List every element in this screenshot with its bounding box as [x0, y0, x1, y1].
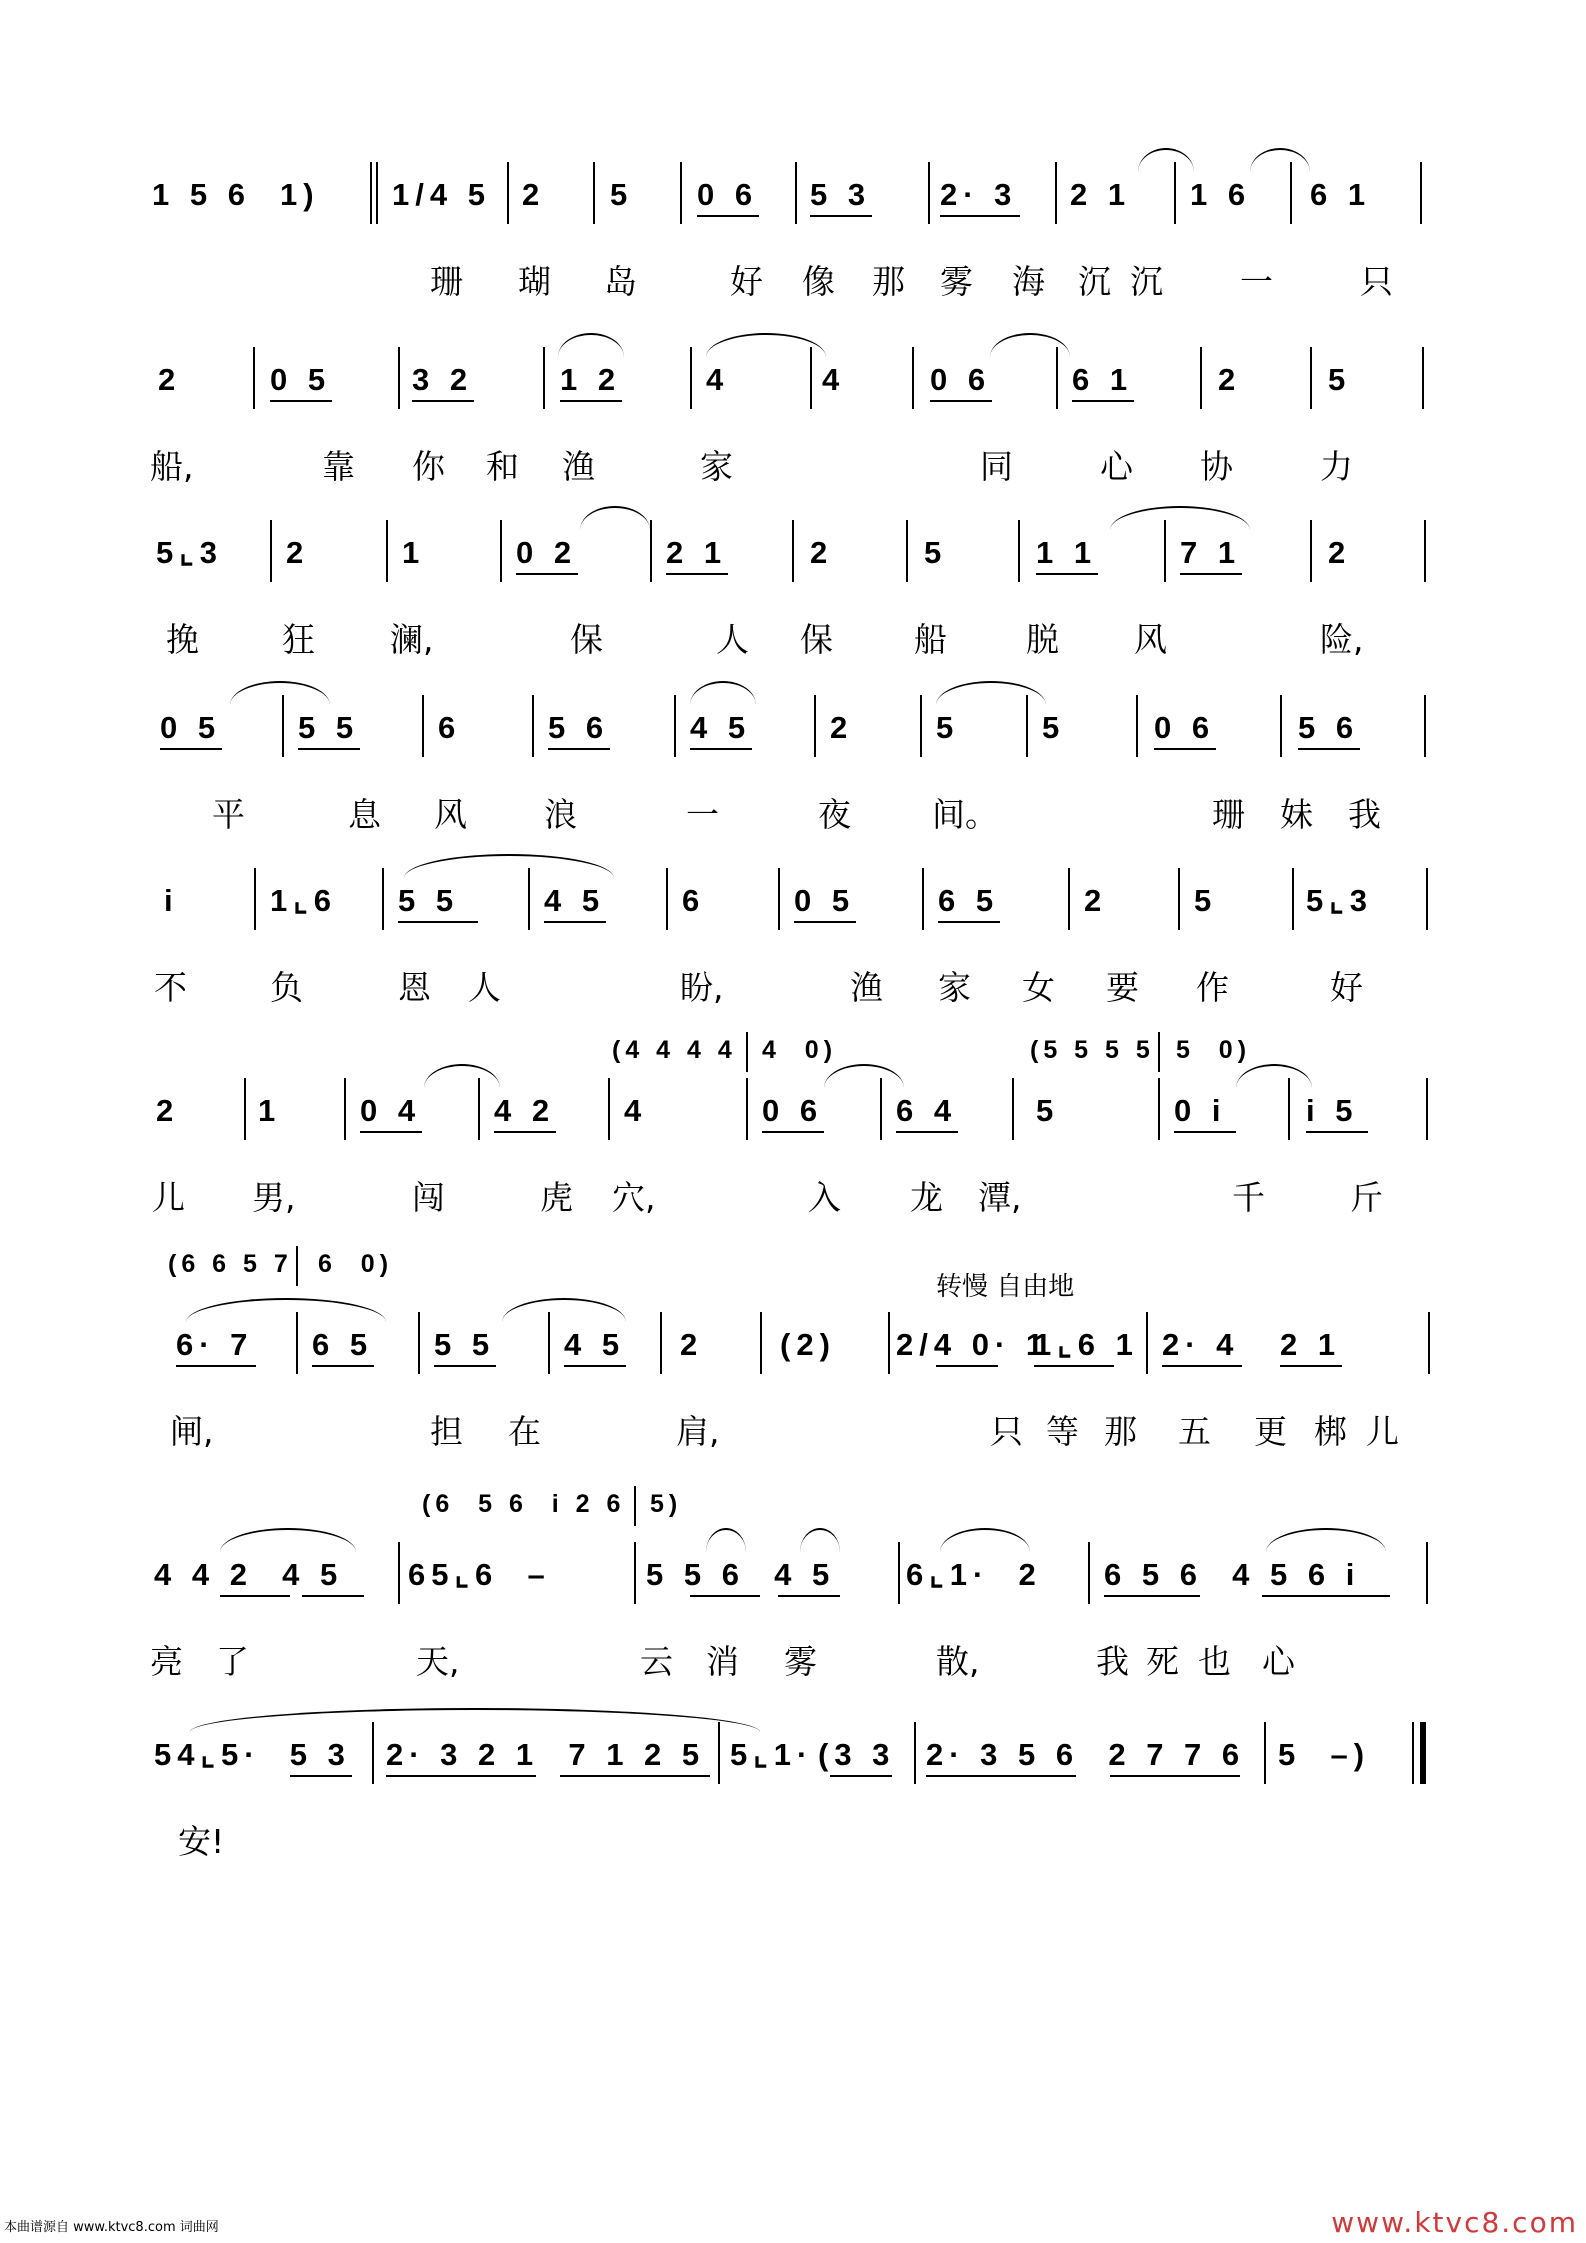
- measure-cell: 7 1: [1180, 535, 1242, 570]
- lyric: 好: [1330, 968, 1363, 1007]
- lyric: 雾: [784, 1642, 817, 1681]
- lyric: 心: [1100, 447, 1133, 486]
- measure-cell: 0 6: [697, 177, 759, 212]
- measure-cell: 5: [610, 177, 634, 212]
- measure-cell: 2: [286, 535, 310, 570]
- measure-cell: 5 5: [434, 1327, 496, 1362]
- measure-cell: 6· 7: [176, 1327, 254, 1362]
- ossia-notes: (6 6 5 7: [168, 1250, 293, 1278]
- measure-cell: 2 1: [1280, 1327, 1342, 1362]
- measure-cell: 0 6: [930, 362, 992, 397]
- lyric: 家: [700, 447, 733, 486]
- lyric: 浪: [544, 795, 577, 834]
- measure-cell: 1 2: [560, 362, 622, 397]
- measure-cell: 2: [680, 1327, 704, 1362]
- lyric: 担: [430, 1412, 463, 1451]
- measure-cell: 4 5: [690, 710, 752, 745]
- lyric: 好: [730, 262, 763, 301]
- lyric: 船: [914, 620, 947, 659]
- lyric: 间。: [932, 795, 998, 834]
- measure-cell: 5: [1328, 362, 1352, 397]
- notation-row: [150, 160, 1440, 230]
- measure-cell: 6 4: [896, 1093, 958, 1128]
- lyric: 只: [990, 1412, 1023, 1451]
- measure-cell: 5 –): [1278, 1737, 1371, 1772]
- measure-cell: 5⌞3: [1306, 883, 1374, 918]
- lyric: 只: [1360, 262, 1393, 301]
- measure-cell: 0 i: [1174, 1093, 1227, 1128]
- measure-cell: 2 1: [666, 535, 728, 570]
- measure-cell: 2: [158, 362, 182, 397]
- lyric: 海: [1012, 262, 1045, 301]
- measure-cell: 5: [1194, 883, 1218, 918]
- lyric: 死: [1146, 1642, 1179, 1681]
- measure-cell: 65⌞6 –: [408, 1557, 551, 1592]
- lyric: 潭,: [978, 1178, 1022, 1217]
- lyric: 不: [154, 968, 187, 1007]
- lyrics-row: [150, 441, 1440, 491]
- measure-cell: 1 1: [1036, 535, 1098, 570]
- measure-cell: 6: [438, 710, 462, 745]
- lyric: 人: [716, 620, 749, 659]
- measure-cell: 2· 3: [940, 177, 1018, 212]
- lyric: 千: [1232, 1178, 1265, 1217]
- lyric: 散,: [936, 1642, 980, 1681]
- measure-cell: 4 5: [544, 883, 606, 918]
- measure-cell: 3 2: [412, 362, 474, 397]
- measure-cell: 6 5 6 4 5 6 i: [1104, 1557, 1361, 1592]
- measure-cell: 1 6: [1190, 177, 1252, 212]
- lyric: 消: [706, 1642, 739, 1681]
- measure-cell: 5⌞1·: [730, 1737, 814, 1772]
- measure-cell: 0 4: [360, 1093, 422, 1128]
- lyric: 渔: [562, 447, 595, 486]
- lyric: 我: [1096, 1642, 1129, 1681]
- measure-cell: 5 5: [398, 883, 460, 918]
- lyric: 穴,: [612, 1178, 656, 1217]
- measure-cell: (3 3: [818, 1737, 896, 1772]
- lyric: 作: [1196, 968, 1229, 1007]
- lyric: 儿: [152, 1178, 185, 1217]
- lyric: 云: [640, 1642, 673, 1681]
- lyric: 一: [686, 795, 719, 834]
- lyrics-row: [150, 1406, 1440, 1456]
- lyric: 盼,: [680, 968, 724, 1007]
- measure-cell: 2· 3 5 6 2 7 7 6: [926, 1737, 1246, 1772]
- lyric: 澜,: [390, 620, 434, 659]
- measure-cell: 2: [810, 535, 834, 570]
- lyric: 瑚: [518, 262, 551, 301]
- lyric: 夜: [818, 795, 851, 834]
- lyric: 心: [1262, 1642, 1295, 1681]
- lyric: 五: [1178, 1412, 1211, 1451]
- lyrics-row: [150, 1636, 1440, 1686]
- measure-cell: 4 4 2 4 5: [154, 1557, 344, 1592]
- lyric: 要: [1106, 968, 1139, 1007]
- measure-cell: 54⌞5· 5 3: [154, 1737, 351, 1772]
- lyric: 岛: [604, 262, 637, 301]
- lyric: 虎: [540, 1178, 573, 1217]
- notation-row: [150, 693, 1440, 763]
- measure-cell: 5: [1042, 710, 1066, 745]
- ossia-notes: (6 5 6 i 2 6: [422, 1490, 626, 1518]
- lyric: 平: [212, 795, 245, 834]
- lyric: 那: [1104, 1412, 1137, 1451]
- lyric: 安!: [178, 1822, 225, 1861]
- measure-cell: 2: [1328, 535, 1352, 570]
- measure-cell: 1⌞6: [270, 883, 338, 918]
- lyric: 闸,: [170, 1412, 214, 1451]
- lyric: 船,: [150, 447, 194, 486]
- lyric: 沉: [1130, 262, 1163, 301]
- measure-cell: 2: [1218, 362, 1242, 397]
- measure-cell: 2: [830, 710, 854, 745]
- lyrics-row: [150, 1172, 1440, 1222]
- lyric: 雾: [940, 262, 973, 301]
- lyric: 风: [434, 795, 467, 834]
- lyric: 斤: [1350, 1178, 1383, 1217]
- measure-cell: 2: [522, 177, 546, 212]
- measure-cell: (2): [780, 1327, 836, 1362]
- lyric: 男,: [252, 1178, 296, 1217]
- measure-cell: 0 5: [160, 710, 222, 745]
- lyric: 肩,: [676, 1412, 720, 1451]
- lyric: 家: [938, 968, 971, 1007]
- measure-cell: 5: [1036, 1093, 1060, 1128]
- measure-cell: 6 1: [1072, 362, 1134, 397]
- lyrics-row: [150, 962, 1440, 1012]
- lyric: 更: [1254, 1412, 1287, 1451]
- measure-cell: 5: [936, 710, 960, 745]
- measure-cell: 6⌞1· 2: [906, 1557, 1042, 1592]
- lyric: 等: [1046, 1412, 1079, 1451]
- measure-cell: 2: [1084, 883, 1108, 918]
- ossia-notes: 6 0): [318, 1250, 394, 1278]
- measure-cell: 5 6: [1298, 710, 1360, 745]
- measure-cell: 6 1: [1310, 177, 1372, 212]
- lyric: 脱: [1026, 620, 1059, 659]
- measure-cell: 5: [924, 535, 948, 570]
- notation-row: [150, 1076, 1440, 1146]
- lyric: 亮: [150, 1642, 183, 1681]
- lyric: 风: [1134, 620, 1167, 659]
- ossia-notes: 5 0): [1176, 1036, 1252, 1064]
- lyrics-row: [150, 256, 1440, 306]
- lyric: 狂: [282, 620, 315, 659]
- notation-row: [150, 1540, 1440, 1610]
- lyric: 梆: [1314, 1412, 1347, 1451]
- lyric: 像: [802, 262, 835, 301]
- measure-cell: 1 5 6: [152, 177, 251, 212]
- lyric: 沉: [1078, 262, 1111, 301]
- measure-cell: 2: [156, 1093, 180, 1128]
- notation-row: [150, 1310, 1440, 1380]
- lyric: 渔: [850, 968, 883, 1007]
- measure-cell: 4: [822, 362, 846, 397]
- measure-cell: 5 3: [810, 177, 872, 212]
- lyric: 恩: [398, 968, 431, 1007]
- notation-row: [150, 345, 1440, 415]
- measure-cell: 0 5: [794, 883, 856, 918]
- lyrics-row: [150, 1816, 1440, 1866]
- lyric: 负: [270, 968, 303, 1007]
- lyric: 天,: [416, 1642, 460, 1681]
- measure-cell: 2/4 0· 1: [896, 1327, 1050, 1362]
- measure-cell: 2· 4: [1162, 1327, 1240, 1362]
- lyric: 了: [216, 1642, 249, 1681]
- tempo-marking: 转慢 自由地: [936, 1272, 1075, 1302]
- lyric: 闯: [412, 1178, 445, 1217]
- ossia-notes: 4 0): [762, 1036, 838, 1064]
- measure-cell: 5 5 6 4 5: [646, 1557, 836, 1592]
- lyric: 和: [486, 447, 519, 486]
- lyric: 靠: [322, 447, 355, 486]
- lyric: 女: [1022, 968, 1055, 1007]
- measure-cell: 5⌞3: [156, 535, 224, 570]
- notation-row: [150, 866, 1440, 936]
- lyric: 珊: [430, 262, 463, 301]
- measure-cell: 4: [706, 362, 730, 397]
- measure-cell: i: [164, 883, 179, 918]
- measure-cell: 1: [258, 1093, 282, 1128]
- measure-cell: i 5: [1306, 1093, 1359, 1128]
- ossia-notes: (4 4 4 4: [612, 1036, 737, 1064]
- lyric: 妹: [1280, 795, 1313, 834]
- measure-cell: 0 6: [1154, 710, 1216, 745]
- lyric: 人: [468, 968, 501, 1007]
- lyrics-row: [150, 614, 1440, 664]
- lyric: 保: [800, 620, 833, 659]
- lyric: 挽: [166, 620, 199, 659]
- lyric: 也: [1198, 1642, 1231, 1681]
- lyric: 你: [412, 447, 445, 486]
- lyrics-row: [150, 789, 1440, 839]
- lyric: 协: [1200, 447, 1233, 486]
- lyric: 我: [1348, 795, 1381, 834]
- footer-source-text: 本曲谱源自 www.ktvc8.com 词曲网: [4, 2220, 219, 2235]
- lyric: 一: [1240, 262, 1273, 301]
- measure-cell: 5 6: [548, 710, 610, 745]
- measure-cell: 2 1: [1070, 177, 1132, 212]
- measure-cell: 1/4 5: [392, 177, 491, 212]
- measure-cell: 6: [682, 883, 706, 918]
- measure-cell: 6 5: [938, 883, 1000, 918]
- measure-cell: 0 5: [270, 362, 332, 397]
- lyric: 同: [980, 447, 1013, 486]
- site-logo: www.ktvc8.com: [1331, 2206, 1578, 2239]
- lyric: 在: [508, 1412, 541, 1451]
- measure-cell: 1: [402, 535, 426, 570]
- lyric: 龙: [910, 1178, 943, 1217]
- ossia-notes: 5): [650, 1490, 683, 1518]
- measure-cell: 2· 3 2 1 7 1 2 5: [386, 1737, 706, 1772]
- measure-cell: 4 2: [494, 1093, 556, 1128]
- notation-row: [150, 1720, 1440, 1790]
- measure-cell: 1): [280, 177, 320, 212]
- lyric: 保: [570, 620, 603, 659]
- measure-cell: 6 5: [312, 1327, 374, 1362]
- measure-cell: 0 2: [516, 535, 578, 570]
- notation-row: [150, 518, 1440, 588]
- lyric: 入: [808, 1178, 841, 1217]
- measure-cell: 1⌞6 1: [1034, 1327, 1139, 1362]
- ossia-notes: (5 5 5 5: [1030, 1036, 1155, 1064]
- lyric: 息: [348, 795, 381, 834]
- lyric: 珊: [1212, 795, 1245, 834]
- lyric: 那: [872, 262, 905, 301]
- measure-cell: 4 5: [564, 1327, 626, 1362]
- measure-cell: 4: [624, 1093, 648, 1128]
- lyric: 险,: [1320, 620, 1364, 659]
- lyric: 力: [1320, 447, 1353, 486]
- measure-cell: 5 5: [298, 710, 360, 745]
- lyric: 儿: [1366, 1412, 1399, 1451]
- measure-cell: 0 6: [762, 1093, 824, 1128]
